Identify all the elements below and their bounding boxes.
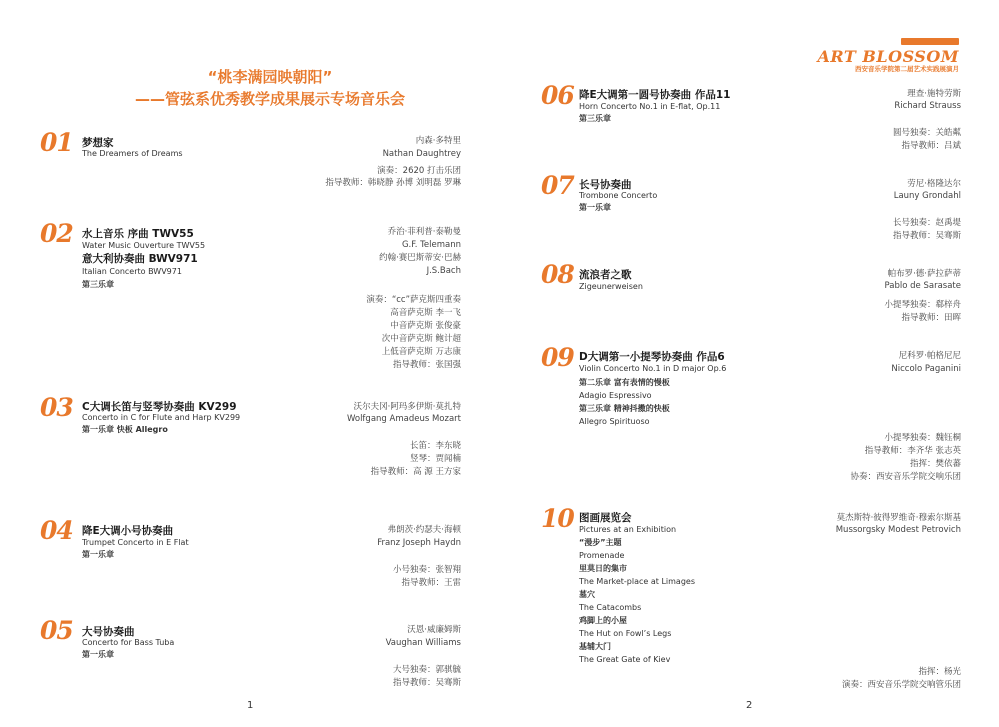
performer: 指导教师：田晖 — [901, 313, 961, 323]
logo-top-bar — [901, 38, 959, 45]
part-title: 墓穴 — [579, 590, 595, 599]
performer: 竖琴：贾闻楠 — [409, 454, 461, 464]
piece-title: 梦想家 — [82, 137, 114, 149]
piece-title: 图画展览会 — [579, 512, 632, 524]
movement: 第一乐章 快板 Allegro — [82, 425, 168, 434]
piece-subtitle: Water Music Ouverture TWV55 — [82, 241, 206, 250]
concert-title — [120, 66, 420, 110]
performer: 高音萨克斯 李一飞 — [390, 308, 461, 318]
performer: 小号独奏：张智翔 — [392, 565, 461, 575]
composer-en: Launy Grondahl — [893, 191, 961, 201]
piece-title: D大调第一小提琴协奏曲 作品6 — [579, 351, 725, 363]
item-number: 08 — [541, 260, 574, 289]
composer: 莫杰斯特·彼得罗维奇·穆索尔斯基 — [836, 513, 961, 523]
performer: 长号独奏：赵禹堤 — [892, 218, 961, 228]
performer: 指导教师：李齐华 张志英 — [864, 446, 961, 456]
performer: 次中音萨克斯 鲍计超 — [381, 334, 461, 344]
performer: 大号独奏：郭骐毓 — [392, 665, 461, 675]
performer: 指导教师：吴骞斯 — [392, 678, 461, 688]
performer: 小提琴独奏：魏钰桐 — [884, 433, 961, 443]
item-number: 07 — [541, 171, 574, 200]
title-line-2: ——管弦系优秀教学成果展示专场音乐会 — [134, 90, 405, 108]
part-title: 里莫日的集市 — [579, 564, 627, 573]
part-title: “漫步”主题 — [579, 538, 622, 547]
performer: 指挥：樊依蕃 — [909, 459, 961, 469]
item-number: 05 — [40, 616, 73, 645]
performer: 圆号独奏：关皓粼 — [892, 128, 961, 138]
performer: 指导教师：韩晓静 孙博 刘明磊 罗琳 — [325, 178, 461, 188]
composer-2-en: J.S.Bach — [426, 266, 461, 276]
movement-2-en: Allegro Spirituoso — [579, 417, 650, 426]
composer-en: Nathan Daughtrey — [382, 149, 461, 159]
part-subtitle: The Catacombs — [579, 603, 642, 612]
composer-en: Wolfgang Amadeus Mozart — [346, 414, 461, 424]
item-number: 01 — [40, 128, 73, 157]
performer: 指导教师：王雷 — [401, 578, 461, 588]
piece-subtitle: The Dreamers of Dreams — [82, 149, 183, 158]
composer: 沃尔夫冈·阿玛多伊斯·莫扎特 — [353, 402, 461, 412]
performer: 指导教师：张国强 — [392, 360, 461, 370]
composer: 劳尼·格隆达尔 — [907, 179, 961, 189]
movement: 第一乐章 — [82, 550, 114, 559]
part-subtitle: The Market-place at Limages — [579, 577, 695, 586]
title-line-1: “桃李满园映朝阳” — [207, 68, 333, 86]
item-number: 03 — [40, 393, 73, 422]
movement-2: 第三乐章 精神抖擞的快板 — [579, 404, 670, 413]
composer-en: Franz Joseph Haydn — [377, 538, 461, 548]
part-subtitle: The Hut on Fowl’s Legs — [579, 629, 672, 638]
item-number: 09 — [541, 343, 574, 372]
performer: 指导教师：吴骞斯 — [892, 231, 961, 241]
composer-en: Niccolo Paganini — [891, 364, 961, 374]
performer: 上低音萨克斯 万志康 — [381, 347, 461, 357]
item-number: 06 — [541, 81, 574, 110]
performer: 小提琴独奏：郗梓舟 — [884, 300, 961, 310]
composer: 弗朗茨·约瑟夫·海顿 — [387, 525, 461, 535]
piece-title-2: 意大利协奏曲 BWV971 — [82, 253, 198, 265]
item-number: 02 — [40, 219, 73, 248]
composer-2: 约翰·赛巴斯蒂安·巴赫 — [379, 253, 461, 263]
movement-en: Adagio Espressivo — [579, 391, 652, 400]
movement: 第一乐章 — [579, 203, 611, 212]
composer: 内森·多特里 — [415, 136, 461, 146]
composer-en: Richard Strauss — [894, 101, 961, 111]
performer: 指导教师：吕斌 — [901, 141, 961, 151]
piece-subtitle-2: Italian Concerto BWV971 — [82, 267, 182, 276]
part-title: 鸡脚上的小屋 — [579, 616, 627, 625]
item-number: 04 — [40, 516, 73, 545]
composer-en: Vaughan Williams — [385, 638, 461, 648]
page-number: 2 — [746, 700, 753, 711]
logo-subtitle: 西安音乐学院第二届艺术实践展演月 — [855, 65, 959, 73]
performer: 指导教师：高 源 王方家 — [370, 467, 461, 477]
performer: 演奏：“cc”萨克斯四重奏 — [366, 295, 461, 305]
part-subtitle: The Great Gate of Kiev — [579, 655, 671, 664]
piece-title: 水上音乐 序曲 TWV55 — [82, 228, 194, 240]
composer-en: Pablo de Sarasate — [884, 281, 961, 291]
piece-subtitle: Trombone Concerto — [579, 191, 658, 200]
performer: 长笛：李东晓 — [409, 441, 461, 451]
composer: 沃恩·威廉姆斯 — [407, 625, 461, 635]
piece-subtitle: Pictures at an Exhibition — [579, 525, 677, 534]
movement: 第二乐章 富有表情的慢板 — [579, 378, 670, 387]
performer: 协奏：西安音乐学院交响乐团 — [850, 472, 961, 482]
page-number: 1 — [247, 700, 254, 711]
movement: 第三乐章 — [82, 280, 114, 289]
piece-subtitle: Trumpet Concerto in E Flat — [82, 538, 189, 547]
piece-title: 降E大调小号协奏曲 — [82, 525, 174, 537]
piece-subtitle: Violin Concerto No.1 in D major Op.6 — [579, 364, 727, 373]
performer: 指挥：杨光 — [918, 667, 961, 677]
piece-title: C大调长笛与竖琴协奏曲 KV299 — [82, 401, 237, 413]
piece-subtitle: Horn Concerto No.1 in E-flat, Op.11 — [579, 102, 721, 111]
movement: 第三乐章 — [579, 114, 611, 123]
performer: 中音萨克斯 张俊豪 — [390, 321, 461, 331]
piece-title: 降E大调第一圆号协奏曲 作品11 — [579, 89, 731, 101]
composer-en: G.F. Telemann — [401, 240, 461, 250]
part-title: 基辅大门 — [579, 642, 611, 651]
composer-en: Mussorgsky Modest Petrovich — [835, 525, 961, 535]
piece-subtitle: Concerto in C for Flute and Harp KV299 — [82, 413, 241, 422]
piece-title: 长号协奏曲 — [579, 179, 632, 191]
composer: 乔治·菲利普·泰勒曼 — [387, 227, 461, 237]
piece-subtitle: Concerto for Bass Tuba — [82, 638, 175, 647]
item-number: 10 — [541, 504, 574, 533]
composer: 尼科罗·帕格尼尼 — [898, 351, 961, 361]
art-blossom-logo: ART BLOSSOM — [817, 47, 959, 66]
composer: 理查·施特劳斯 — [907, 89, 961, 99]
piece-title: 流浪者之歌 — [579, 269, 632, 281]
piece-title: 大号协奏曲 — [82, 626, 135, 638]
part-subtitle: Promenade — [579, 551, 625, 560]
performer: 演奏：2620 打击乐团 — [377, 166, 461, 176]
performer: 演奏：西安音乐学院交响管乐团 — [841, 680, 961, 690]
piece-subtitle: Zigeunerweisen — [579, 282, 643, 291]
composer: 帕布罗·德·萨拉萨蒂 — [887, 269, 961, 279]
movement: 第一乐章 — [82, 650, 114, 659]
